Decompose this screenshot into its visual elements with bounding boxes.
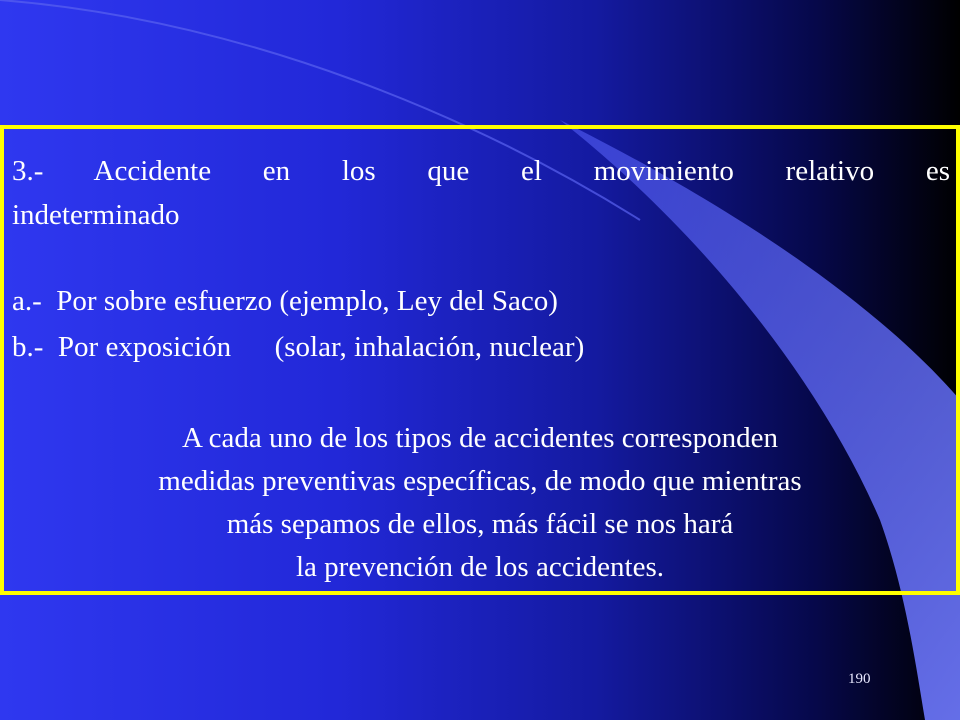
summary-line-3: más sepamos de ellos, más fácil se nos hará [226,508,734,540]
content-frame [0,125,960,595]
summary-line-1: A cada uno de los tipos de accidentes corresponden [182,422,778,454]
summary-line-4: la prevención de los accidentes. [296,551,664,583]
summary-line-2: medidas preventivas específicas, de modo que mientras [158,465,802,497]
summary-paragraph [4,417,956,589]
section-heading [12,149,950,237]
heading-line-1: 3.- Accidente en los que el movimiento relativo es [12,155,950,187]
page-number: 190 [848,671,871,687]
list-item-b: b.- Por exposición (solar, inhalación, nuclear) [12,331,585,363]
list-item-a: a.- Por sobre esfuerzo (ejemplo, Ley del Saco) [12,285,558,317]
heading-line-2: indeterminado [12,199,180,231]
